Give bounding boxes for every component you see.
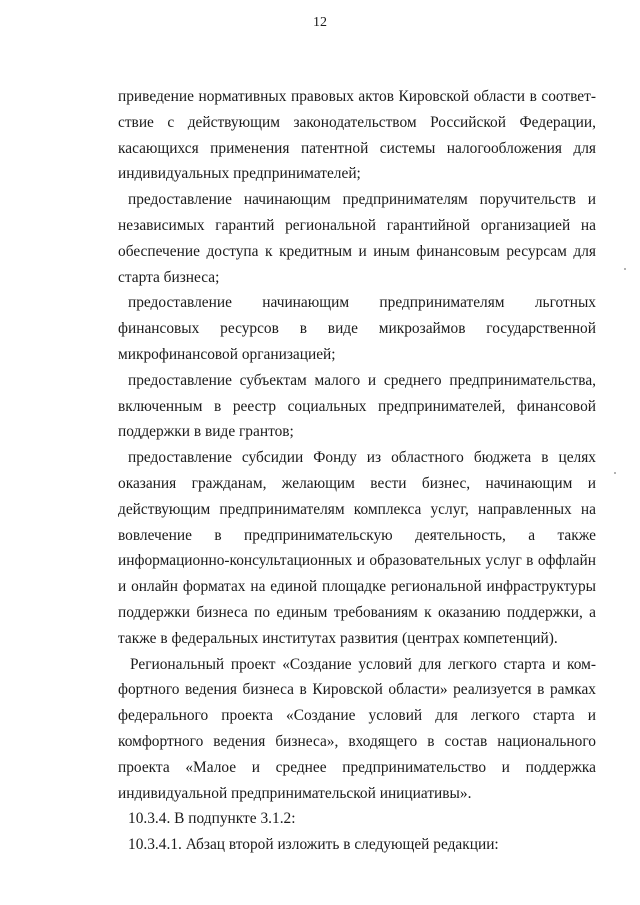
paragraph-patent-system: приведение нормативных правовых актов Кировской области в соответствие с действующим законодательством Российской Федерации, касающихся применения патентной системы налогообложения для индивидуальных предпринимателей; [118, 88, 596, 183]
clause-10-3-4-1: 10.3.4.1. Абзац второй изложить в следующей редакции: [128, 836, 499, 854]
document-body [118, 84, 596, 858]
paragraph-subsidy: предоставление субсидии Фонду из областного бюджета в целях оказания гражданам, желающим вести бизнес, начинающим и действующим предпринимателям комплекса услуг, направленных на вовлечение в предпринимательскую деятельность, а также информационно-консультационных и образовательных услуг в оффлайн и онлайн форматах на единой площадке региональной инфраструктуры поддержки бизнеса по единым требованиям к оказанию поддержки, а также в федеральных институтах развития (центрах компетенций). [118, 449, 596, 647]
page-number: 12 [313, 15, 327, 30]
scan-speck [614, 472, 616, 474]
clause-10-3-4: 10.3.4. В подпункте 3.1.2: [128, 810, 296, 828]
paragraph-regional-project: Региональный проект «Создание условий для легкого старта и комфортного ведения бизнеса в Кировской области» реализуется в рамках федерального проекта «Создание условий для легкого старта и комфортного ведения бизнеса», входящего в состав национального проекта «Малое и среднее предпринимательство и поддержка индивидуальной предпринимательской инициативы». [118, 655, 596, 802]
paragraph-guarantees: предоставление начинающим предпринимателям поручительств и независимых гарантий региональной гарантийной организацией на обеспечение доступа к кредитным и иным финансовым ресурсам для старта бизнеса; [118, 191, 596, 286]
scan-speck [624, 268, 626, 270]
paragraph-grants: предоставление субъектам малого и среднего предпринимательства, включенным в реестр социальных предпринимателей, финансовой поддержки в виде грантов; [118, 371, 596, 441]
paragraph-microloans: предоставление начинающим предпринимателям льготных финансовых ресурсов в виде микрозаймов государственной микрофинансовой организацией; [118, 294, 596, 363]
